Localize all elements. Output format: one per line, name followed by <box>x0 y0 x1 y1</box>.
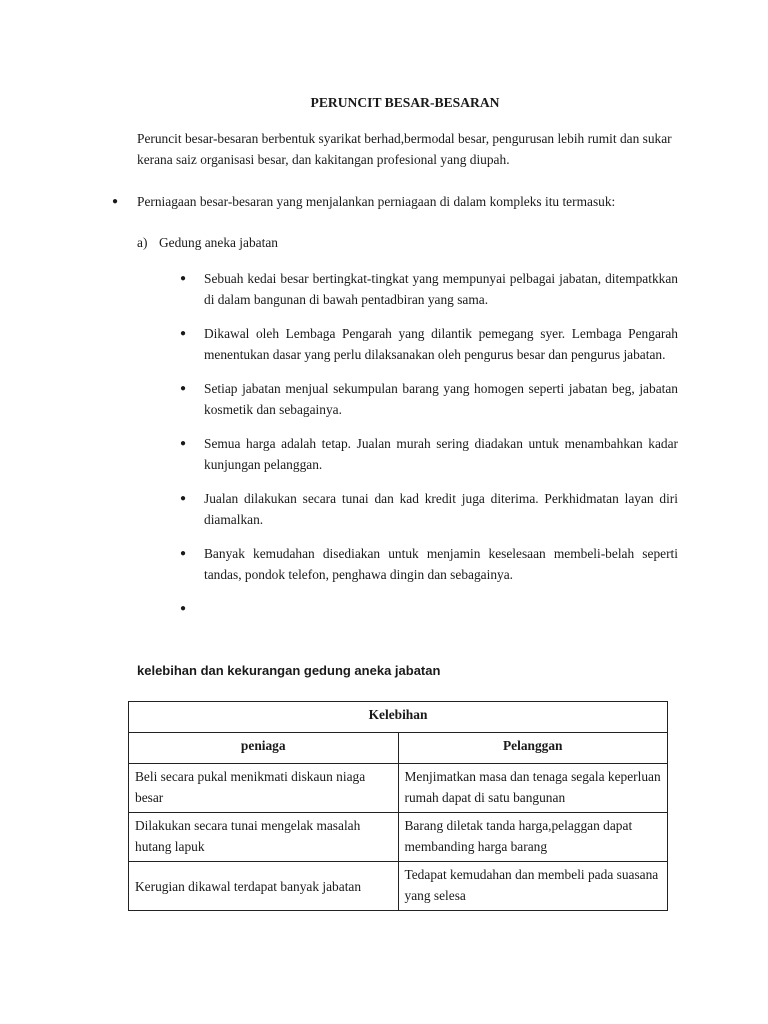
sub-list-item <box>137 232 278 253</box>
list-item <box>180 323 678 365</box>
list-item-text: Dikawal oleh Lembaga Pengarah yang dilantik pemegang syer. Lembaga Pengarah menentukan dasar yang perlu dilaksanakan oleh pengurus besar dan pengurus jabatan. <box>204 326 678 362</box>
bullet-icon: ● <box>180 438 187 449</box>
bullet-icon: ● <box>180 328 187 339</box>
list-item <box>180 543 678 585</box>
list-item-text: Jualan dilakukan secara tunai dan kad kredit juga diterima. Perkhidmatan layan diri diamalkan. <box>204 491 678 527</box>
list-item <box>180 433 678 475</box>
table-cell: Dilakukan secara tunai mengelak masalah hutang lapuk <box>129 813 399 862</box>
column-header-pelanggan: Pelanggan <box>398 733 668 764</box>
table-cell: Tedapat kemudahan dan membeli pada suasana yang selesa <box>398 862 668 911</box>
table-row <box>129 764 668 813</box>
intro-text: Peruncit besar-besaran berbentuk syarikat berhad,bermodal besar, pengurusan lebih rumit dan sukar kerana saiz organisasi besar, dan kakitangan profesional yang diupah. <box>137 131 672 167</box>
table-header-row <box>129 733 668 764</box>
list-item <box>180 268 678 310</box>
bullet-icon: ● <box>180 383 187 394</box>
document-title: PERUNCIT BESAR-BESARAN <box>310 95 500 110</box>
section-subheading: kelebihan dan kekurangan gedung aneka jabatan <box>137 663 441 678</box>
list-item <box>180 488 678 530</box>
intro-paragraph <box>137 128 682 170</box>
comparison-table <box>128 701 668 911</box>
sub-list-marker: a) <box>137 235 148 250</box>
table-cell: Barang diletak tanda harga,pelaggan dapat membanding harga barang <box>398 813 668 862</box>
table-caption-row <box>129 702 668 733</box>
bullet-icon: ● <box>180 493 187 504</box>
column-header-peniaga: peniaga <box>129 733 399 764</box>
list-item-text: Setiap jabatan menjual sekumpulan barang yang homogen seperti jabatan beg, jabatan kosmetik dan sebagainya. <box>204 381 678 417</box>
table-row <box>129 813 668 862</box>
feature-bullet-list <box>180 268 678 632</box>
table-caption: Kelebihan <box>129 702 668 733</box>
list-item-text: Semua harga adalah tetap. Jualan murah sering diadakan untuk menambahkan kadar kunjungan pelanggan. <box>204 436 678 472</box>
bullet-icon: ● <box>112 196 119 207</box>
sub-list-label: Gedung aneka jabatan <box>159 235 278 250</box>
main-bullet-item <box>112 191 692 212</box>
table-row <box>129 862 668 911</box>
list-item-text: Sebuah kedai besar bertingkat-tingkat yang mempunyai pelbagai jabatan, ditempatkkan di dalam bangunan di bawah pentadbiran yang sama. <box>204 271 678 307</box>
list-item <box>180 378 678 420</box>
main-bullet-text: Perniagaan besar-besaran yang menjalankan perniagaan di dalam kompleks itu termasuk: <box>137 194 616 209</box>
table-cell: Menjimatkan masa dan tenaga segala keperluan rumah dapat di satu bangunan <box>398 764 668 813</box>
bullet-icon: ● <box>180 273 187 284</box>
list-item-text <box>204 598 678 619</box>
list-item <box>180 598 678 619</box>
table-cell: Kerugian dikawal terdapat banyak jabatan <box>129 862 399 911</box>
bullet-icon: ● <box>180 548 187 559</box>
bullet-icon: ● <box>180 603 187 614</box>
list-item-text: Banyak kemudahan disediakan untuk menjamin keselesaan membeli-belah seperti tandas, pondok telefon, penghawa dingin dan sebagainya. <box>204 546 678 582</box>
table-cell: Beli secara pukal menikmati diskaun niaga besar <box>129 764 399 813</box>
